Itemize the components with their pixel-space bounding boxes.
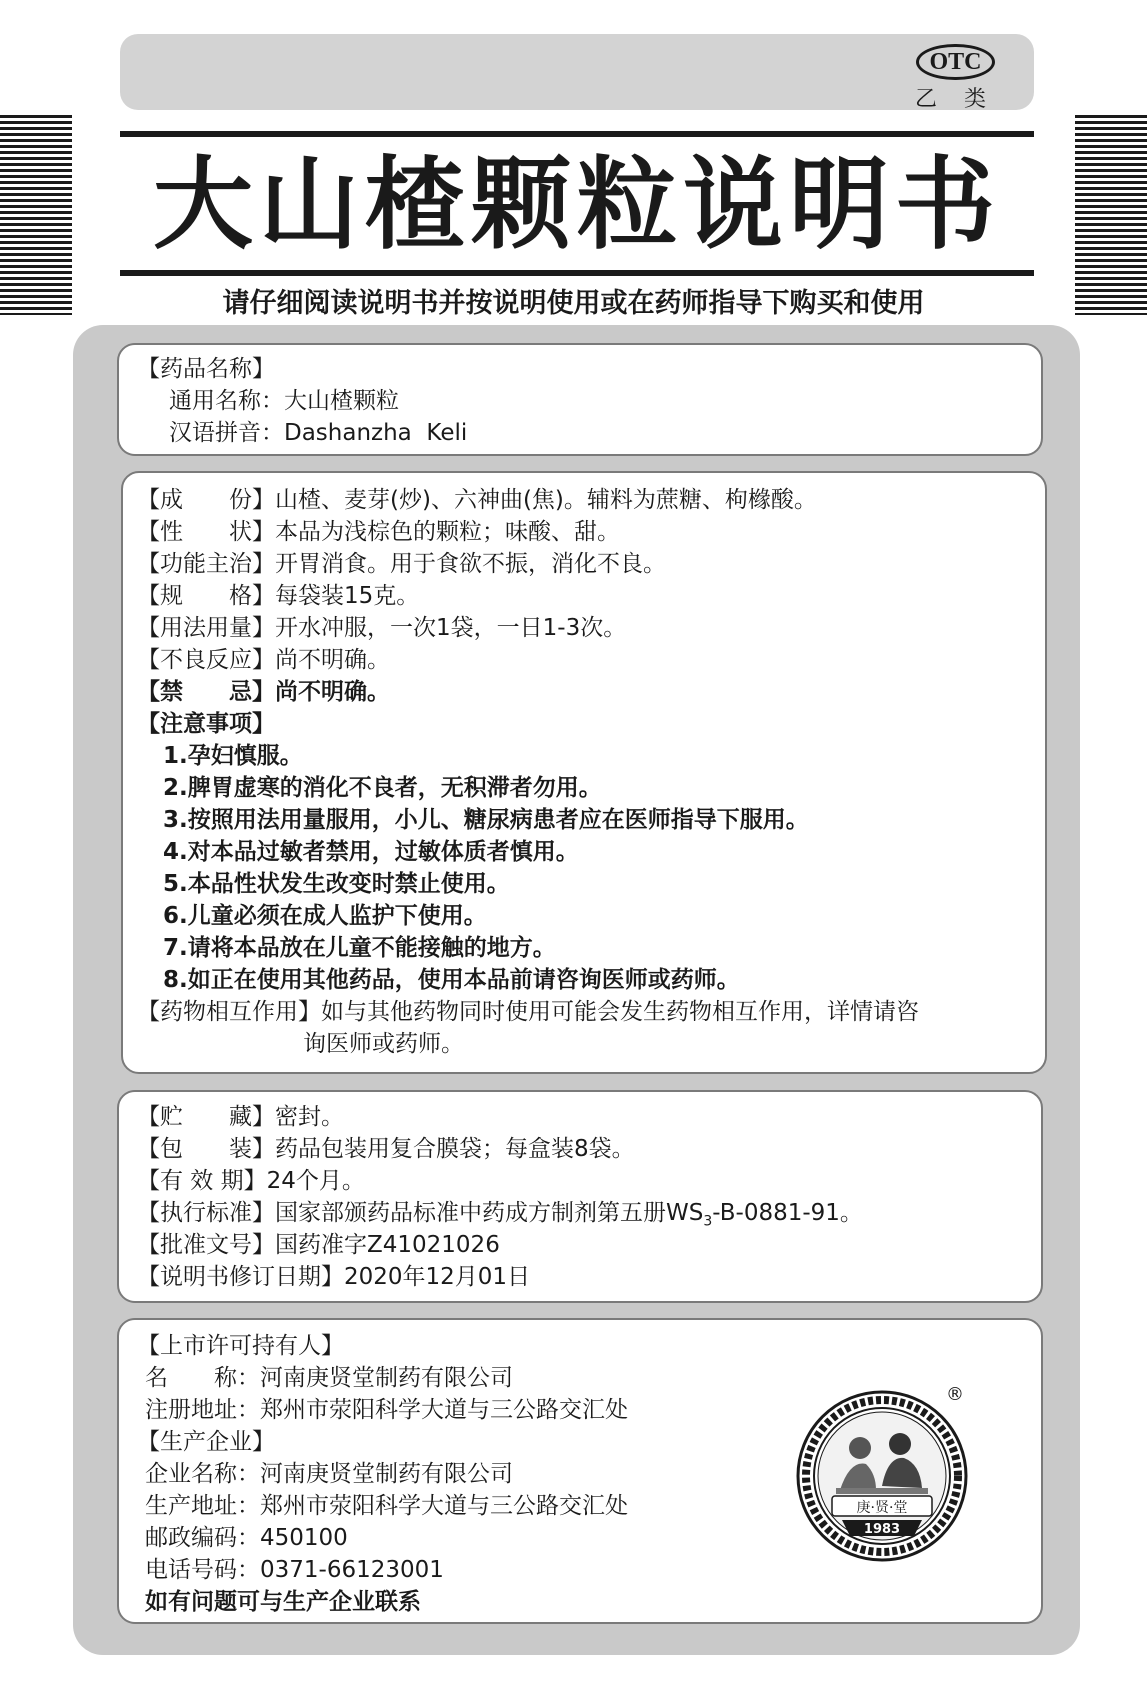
- ingredients-label: 【成 份】: [137, 487, 275, 513]
- package-row: [137, 1133, 1041, 1165]
- approval-label: 【批准文号】: [137, 1232, 275, 1258]
- title-bottom-rule: [120, 270, 1034, 276]
- standard-subscript: 3: [703, 1213, 713, 1230]
- mfr-name-value: 河南庚贤堂制药有限公司: [260, 1461, 513, 1487]
- spec-value: 每袋装15克。: [275, 583, 420, 609]
- phone-label: 电话号码：: [145, 1557, 260, 1583]
- package-label: 【包 装】: [137, 1136, 275, 1162]
- standard-label: 【执行标准】: [137, 1200, 275, 1226]
- adverse-row: [137, 644, 1045, 676]
- precaution-item: 1.孕妇慎服。: [163, 743, 303, 769]
- holder-name-value: 河南庚贤堂制药有限公司: [260, 1365, 513, 1391]
- precaution-item: 5.本品性状发生改变时禁止使用。: [163, 871, 510, 897]
- generic-name-label: 通用名称：: [169, 388, 284, 414]
- adverse-label: 【不良反应】: [137, 647, 275, 673]
- page-title: 大山楂颗粒说明书: [153, 146, 1001, 263]
- generic-name-row: [137, 385, 1041, 417]
- approval-value: 国药准字Z41021026: [275, 1232, 500, 1258]
- otc-badge: OTC: [916, 44, 994, 80]
- holder-address-label: 注册地址：: [145, 1397, 260, 1423]
- revision-row: [137, 1261, 1041, 1293]
- adverse-value: 尚不明确。: [275, 647, 390, 673]
- dosage-row: [137, 612, 1045, 644]
- title-top-rule: [120, 131, 1034, 137]
- standard-value: 国家部颁药品标准中药成方制剂第五册WS: [275, 1200, 704, 1226]
- holder-name-label: 名 称：: [145, 1365, 260, 1391]
- precaution-item: 2.脾胃虚寒的消化不良者，无积滞者勿用。: [163, 775, 602, 801]
- mfr-address-value: 郑州市荥阳科学大道与三公路交汇处: [260, 1493, 628, 1519]
- drug-name-heading: 【药品名称】: [137, 356, 275, 382]
- pinyin-row: [137, 417, 1041, 449]
- storage-row: [137, 1101, 1041, 1133]
- standard-value-end: -B-0881-91。: [712, 1200, 863, 1226]
- spec-row: [137, 580, 1045, 612]
- validity-value: 24个月。: [266, 1168, 365, 1194]
- storage-value: 密封。: [275, 1104, 344, 1130]
- company-seal-logo: [796, 1390, 968, 1562]
- interactions-row: [137, 996, 1045, 1028]
- dosage-label: 【用法用量】: [137, 615, 275, 641]
- package-value: 药品包装用复合膜袋；每盒装8袋。: [275, 1136, 635, 1162]
- interactions-continuation: 询医师或药师。: [303, 1031, 464, 1057]
- appearance-row: [137, 516, 1045, 548]
- phone-value: 0371-66123001: [260, 1557, 444, 1583]
- standard-row: [137, 1197, 1041, 1229]
- contraindications-value: 尚不明确。: [275, 679, 390, 705]
- page-subtitle: 请仔细阅读说明书并按说明使用或在药师指导下购买和使用: [222, 288, 925, 319]
- ingredients-value: 山楂、麦芽(炒)、六神曲(焦)。辅料为蔗糖、枸橼酸。: [275, 487, 817, 513]
- precaution-item: 7.请将本品放在儿童不能接触的地方。: [163, 935, 556, 961]
- revision-value: 2020年12月01日: [344, 1264, 531, 1290]
- pinyin-value: Dashanzha Keli: [284, 420, 468, 446]
- seal-year: 1983: [863, 1522, 901, 1537]
- approval-row: [137, 1229, 1041, 1261]
- storage-card: [117, 1090, 1043, 1303]
- interactions-value: 如与其他药物同时使用可能会发生药物相互作用，详情请咨: [321, 999, 919, 1025]
- ingredients-row: [137, 484, 1045, 516]
- manufacturer-heading: 【生产企业】: [137, 1429, 275, 1455]
- spec-label: 【规 格】: [137, 583, 275, 609]
- otc-class: 乙 类: [915, 87, 996, 112]
- precaution-item: 3.按照用法用量服用，小儿、糖尿病患者应在医师指导下服用。: [163, 807, 809, 833]
- contraindications-row: [137, 676, 1045, 708]
- pinyin-label: 汉语拼音：: [169, 420, 284, 446]
- storage-label: 【贮 藏】: [137, 1104, 275, 1130]
- drug-name-card: [117, 343, 1043, 456]
- generic-name-value: 大山楂颗粒: [284, 388, 399, 414]
- mfr-address-label: 生产地址：: [145, 1493, 260, 1519]
- postcode-label: 邮政编码：: [145, 1525, 260, 1551]
- appearance-label: 【性 状】: [137, 519, 275, 545]
- header-bar: [120, 34, 1034, 110]
- revision-label: 【说明书修订日期】: [137, 1264, 344, 1290]
- dosage-value: 开水冲服，一次1袋，一日1-3次。: [275, 615, 627, 641]
- indications-value: 开胃消食。用于食欲不振，消化不良。: [275, 551, 666, 577]
- appearance-value: 本品为浅棕色的颗粒；味酸、甜。: [275, 519, 620, 545]
- precaution-item: 6.儿童必须在成人监护下使用。: [163, 903, 487, 929]
- indications-row: [137, 548, 1045, 580]
- validity-label: 【有 效 期】: [137, 1168, 267, 1194]
- precaution-item: 4.对本品过敏者禁用，过敏体质者慎用。: [163, 839, 579, 865]
- otc-mark: [915, 44, 996, 113]
- validity-row: [137, 1165, 1041, 1197]
- contact-note: 如有问题可与生产企业联系: [145, 1589, 421, 1615]
- registered-mark: ®: [946, 1384, 964, 1405]
- precautions-heading: 【注意事项】: [137, 711, 275, 737]
- postcode-value: 450100: [260, 1525, 348, 1551]
- indications-label: 【功能主治】: [137, 551, 275, 577]
- seal-name: 庚·贤·堂: [856, 1500, 908, 1516]
- precaution-item: 8.如正在使用其他药品，使用本品前请咨询医师或药师。: [163, 967, 740, 993]
- holder-address-value: 郑州市荥阳科学大道与三公路交汇处: [260, 1397, 628, 1423]
- details-card: [121, 471, 1047, 1074]
- contraindications-label: 【禁 忌】: [137, 679, 275, 705]
- interactions-label: 【药物相互作用】: [137, 999, 321, 1025]
- mfr-name-label: 企业名称：: [145, 1461, 260, 1487]
- holder-heading: 【上市许可持有人】: [137, 1333, 344, 1359]
